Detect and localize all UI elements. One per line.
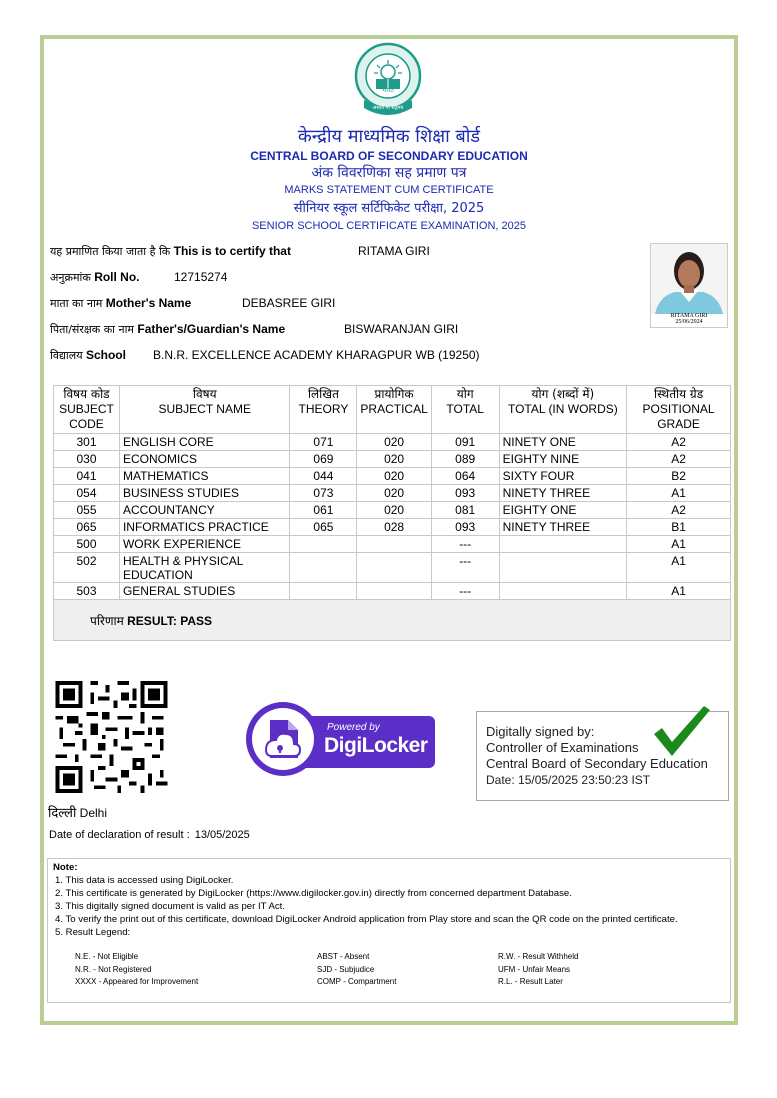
- legend-column: [75, 951, 198, 989]
- table-row: [54, 485, 731, 502]
- total-marks: 091: [431, 434, 499, 451]
- subject-name: BUSINESS STUDIES: [119, 485, 290, 502]
- exam-name-english: SENIOR SCHOOL CERTIFICATE EXAMINATION, 2025: [251, 220, 527, 232]
- subject-code: 502: [54, 553, 120, 583]
- note-item: 5. Result Legend:: [55, 927, 131, 938]
- mother-name: DEBASREE GIRI: [242, 296, 336, 310]
- positional-grade: A1: [627, 536, 731, 553]
- declaration-date: 13/05/2025: [194, 829, 250, 841]
- checkmark-icon: [650, 704, 712, 758]
- marks-table-header: [54, 386, 731, 434]
- notes-box: [47, 858, 731, 1003]
- theory-marks: [290, 553, 357, 583]
- person-photo-icon: [651, 244, 727, 314]
- marks-table: [53, 385, 731, 600]
- total-in-words: NINETY ONE: [499, 434, 627, 451]
- total-marks: ---: [431, 553, 499, 583]
- board-name-english: CENTRAL BOARD OF SECONDARY EDUCATION: [250, 149, 528, 163]
- theory-marks: 061: [290, 502, 357, 519]
- subject-name: GENERAL STUDIES: [119, 583, 290, 600]
- candidate-photo: [650, 243, 728, 328]
- certify-label: This is to certify that: [173, 244, 291, 258]
- total-marks: 081: [431, 502, 499, 519]
- mother-label: Mother's Name: [105, 296, 192, 310]
- positional-grade: A2: [627, 502, 731, 519]
- legend-item: COMP - Compartment: [317, 977, 397, 986]
- table-row: [54, 519, 731, 536]
- theory-marks: 073: [290, 485, 357, 502]
- subject-name: HEALTH & PHYSICAL EDUCATION: [119, 553, 290, 583]
- subject-code: 054: [54, 485, 120, 502]
- logo-motto: असतो मा सद्गमय: [372, 105, 404, 111]
- total-marks: 064: [431, 468, 499, 485]
- subject-code: 041: [54, 468, 120, 485]
- mother-row: [50, 296, 336, 311]
- practical-marks: [357, 536, 431, 553]
- result-label: RESULT: PASS: [127, 614, 213, 628]
- place-hindi: दिल्ली: [48, 806, 77, 821]
- theory-marks: 065: [290, 519, 357, 536]
- legend-item: UFM - Unfair Means: [498, 964, 571, 974]
- subject-name: INFORMATICS PRACTICE: [119, 519, 290, 536]
- total-marks: 089: [431, 451, 499, 468]
- subject-name: MATHEMATICS: [119, 468, 290, 485]
- header-total-words: योग (शब्दों में) TOTAL (IN WORDS): [499, 386, 627, 434]
- result-text: [90, 612, 212, 629]
- theory-marks: 044: [290, 468, 357, 485]
- signature-line-1: Digitally signed by:: [486, 724, 595, 739]
- total-in-words: EIGHTY ONE: [499, 502, 627, 519]
- marks-table-body: [54, 434, 731, 600]
- certify-label-hindi: यह प्रमाणित किया जाता है कि: [50, 245, 171, 258]
- total-marks: 093: [431, 519, 499, 536]
- legend-item: XXXX - Appeared for Improvement: [75, 977, 199, 986]
- total-marks: ---: [431, 583, 499, 600]
- practical-marks: 020: [357, 468, 431, 485]
- roll-label: Roll No.: [94, 270, 140, 284]
- photo-caption-name: RITAMA GIRI: [670, 313, 708, 319]
- qr-code-icon[interactable]: [55, 681, 168, 793]
- total-marks: ---: [431, 536, 499, 553]
- total-marks: 093: [431, 485, 499, 502]
- mother-label-hindi: माता का नाम: [50, 297, 103, 310]
- digilocker-powered-by: Powered by: [327, 722, 380, 733]
- header-practical: प्रायोगिक PRACTICAL: [357, 386, 431, 434]
- practical-marks: 028: [357, 519, 431, 536]
- total-in-words: SIXTY FOUR: [499, 468, 627, 485]
- school-label: School: [85, 348, 126, 362]
- legend-item: R.W. - Result Withheld: [498, 952, 579, 961]
- positional-grade: B2: [627, 468, 731, 485]
- note-item: 1. This data is accessed using DigiLocker.: [55, 875, 234, 886]
- legend-item: N.R. - Not Registered: [75, 964, 152, 974]
- roll-number: 12715274: [174, 270, 228, 284]
- subject-name: ENGLISH CORE: [119, 434, 290, 451]
- note-item: 4. To verify the print out of this certificate, download DigiLocker Android application from Play store and scan the QR code on the printed certificate.: [55, 914, 678, 925]
- subject-name: WORK EXPERIENCE: [119, 536, 290, 553]
- subject-code: 055: [54, 502, 120, 519]
- school-label-hindi: विद्यालय: [50, 349, 83, 362]
- place-english: Delhi: [79, 806, 108, 820]
- practical-marks: 020: [357, 502, 431, 519]
- table-row: [54, 536, 731, 553]
- total-in-words: [499, 583, 627, 600]
- table-row: [54, 502, 731, 519]
- place: [48, 803, 107, 821]
- subject-code: 301: [54, 434, 120, 451]
- header-theory: लिखित THEORY: [290, 386, 357, 434]
- positional-grade: A2: [627, 434, 731, 451]
- subject-name: ACCOUNTANCY: [119, 502, 290, 519]
- subject-name: ECONOMICS: [119, 451, 290, 468]
- table-row: [54, 583, 731, 600]
- positional-grade: A1: [627, 485, 731, 502]
- exam-name-hindi: सीनियर स्कूल सर्टिफिकेट परीक्षा, 2025: [293, 201, 485, 216]
- header-total: योग TOTAL: [431, 386, 499, 434]
- total-in-words: [499, 553, 627, 583]
- total-in-words: NINETY THREE: [499, 519, 627, 536]
- result-label-hindi: परिणाम: [90, 614, 124, 628]
- certify-row: [50, 244, 430, 259]
- legend-item: R.L. - Result Later: [498, 977, 563, 986]
- signature-line-2: Controller of Examinations: [486, 740, 639, 755]
- legend-item: SJD - Subjudice: [317, 964, 375, 974]
- school-row: [50, 348, 480, 363]
- practical-marks: 020: [357, 451, 431, 468]
- positional-grade: B1: [627, 519, 731, 536]
- digilocker-brand: DigiLocker: [324, 734, 428, 757]
- practical-marks: [357, 553, 431, 583]
- positional-grade: A1: [627, 553, 731, 583]
- subject-code: 030: [54, 451, 120, 468]
- signature-line-3: Central Board of Secondary Education: [486, 756, 708, 771]
- total-in-words: NINETY THREE: [499, 485, 627, 502]
- subject-code: 500: [54, 536, 120, 553]
- note-item: 2. This certificate is generated by DigiLocker (https://www.digilocker.gov.in) directly from concerned department Database.: [55, 888, 572, 899]
- candidate-name: RITAMA GIRI: [358, 244, 430, 258]
- signature-date: Date: 15/05/2025 23:50:23 IST: [486, 773, 651, 787]
- practical-marks: 020: [357, 434, 431, 451]
- note-item: 3. This digitally signed document is valid as per IT Act.: [55, 901, 286, 912]
- header-grade: स्थितीय ग्रेड POSITIONAL GRADE: [627, 386, 731, 434]
- practical-marks: 020: [357, 485, 431, 502]
- roll-label-hindi: अनुक्रमांक: [50, 271, 91, 284]
- header-subject-name: विषय SUBJECT NAME: [119, 386, 290, 434]
- subject-code: 065: [54, 519, 120, 536]
- total-in-words: EIGHTY NINE: [499, 451, 627, 468]
- theory-marks: [290, 536, 357, 553]
- positional-grade: A1: [627, 583, 731, 600]
- table-row: [54, 553, 731, 583]
- declaration: [49, 829, 250, 841]
- roll-row: [50, 270, 228, 285]
- legend-item: ABST - Absent: [317, 952, 370, 961]
- father-label: Father's/Guardian's Name: [137, 322, 286, 336]
- father-name: BISWARANJAN GIRI: [344, 322, 459, 336]
- table-row: [54, 468, 731, 485]
- father-label-hindi: पिता/संरक्षक का नाम: [50, 323, 135, 336]
- document-title-english: MARKS STATEMENT CUM CERTIFICATE: [284, 184, 494, 196]
- legend-column: [498, 951, 578, 989]
- photo-caption: [651, 313, 727, 325]
- logo-country: भारत: [382, 87, 394, 94]
- notes-title: Note:: [53, 862, 78, 873]
- theory-marks: 069: [290, 451, 357, 468]
- table-row: [54, 434, 731, 451]
- photo-caption-date: 25/06/2024: [675, 319, 703, 325]
- board-name-hindi: केन्द्रीय माध्यमिक शिक्षा बोर्ड: [297, 126, 481, 147]
- header-subject-code: विषय कोड SUBJECT CODE: [54, 386, 120, 434]
- legend-column: [317, 951, 396, 989]
- legend-item: N.E. - Not Eligible: [75, 952, 139, 961]
- table-row: [54, 451, 731, 468]
- total-in-words: [499, 536, 627, 553]
- school-name: B.N.R. EXCELLENCE ACADEMY KHARAGPUR WB (19250): [153, 348, 480, 362]
- document-title-hindi: अंक विवरणिका सह प्रमाण पत्र: [311, 165, 467, 181]
- father-row: [50, 322, 459, 337]
- theory-marks: 071: [290, 434, 357, 451]
- practical-marks: [357, 583, 431, 600]
- positional-grade: A2: [627, 451, 731, 468]
- theory-marks: [290, 583, 357, 600]
- declaration-label: Date of declaration of result :: [49, 829, 190, 841]
- subject-code: 503: [54, 583, 120, 600]
